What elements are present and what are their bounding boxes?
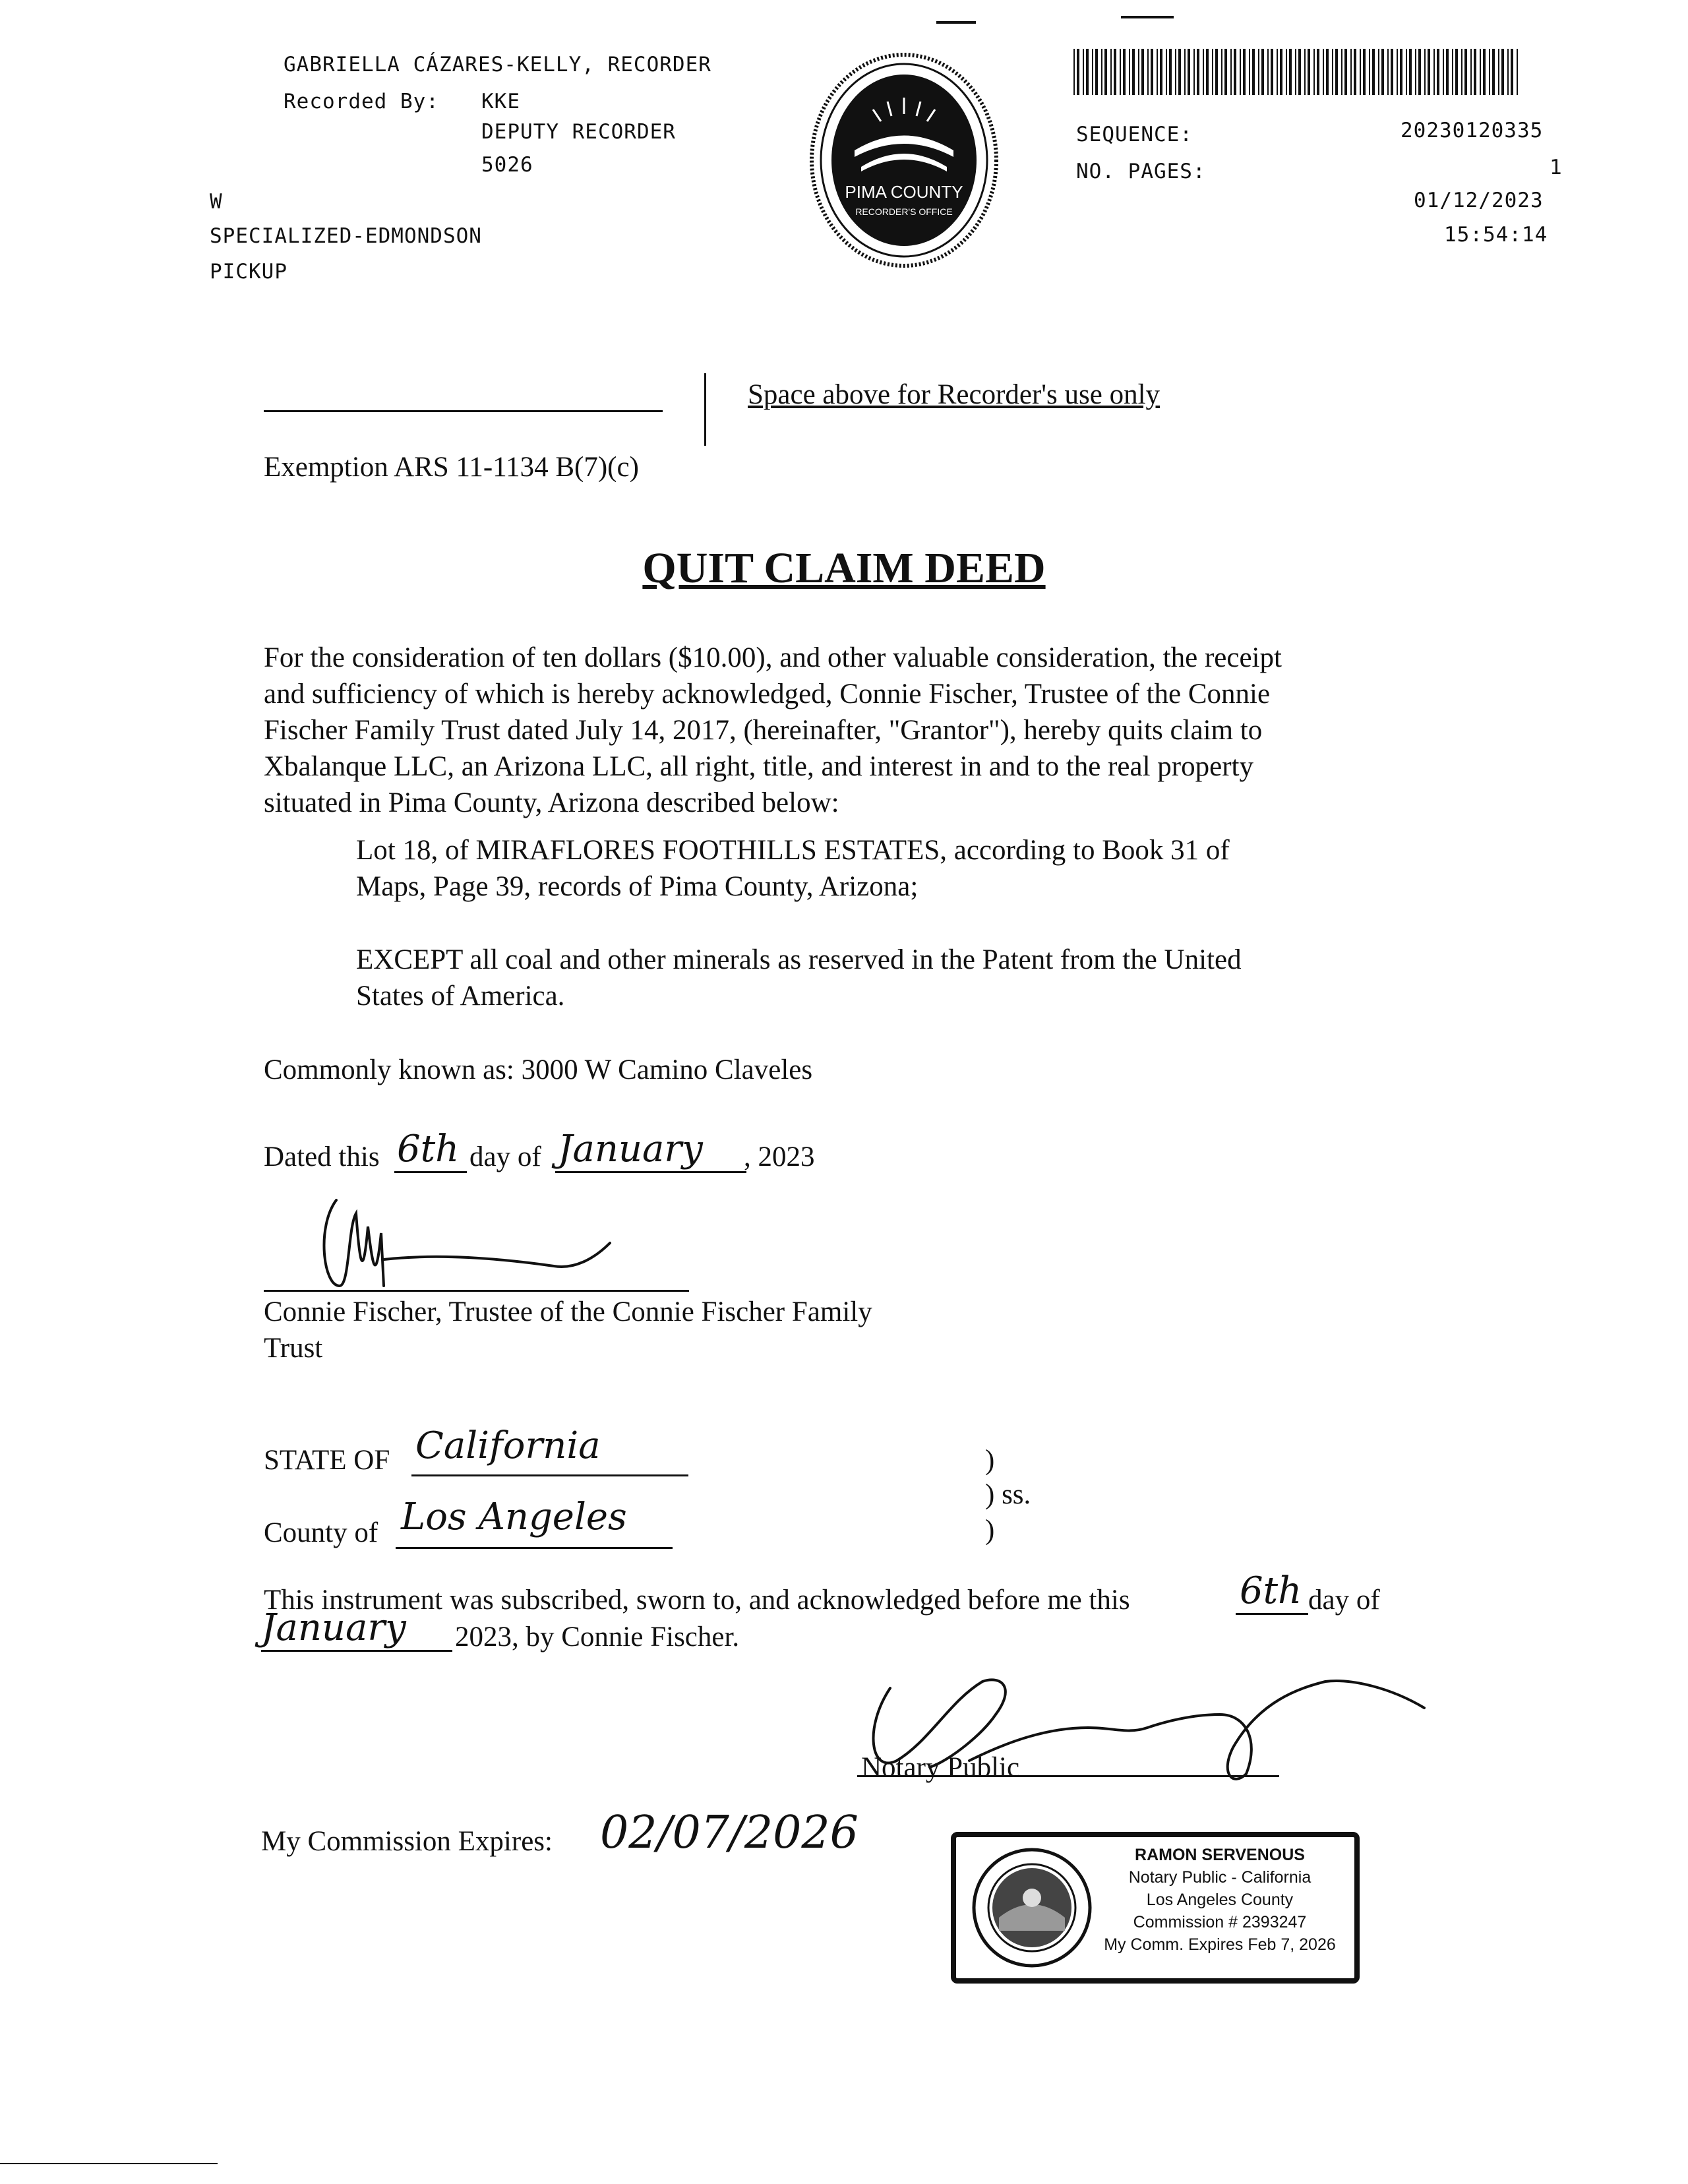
dated-prefix: Dated this <box>264 1141 380 1172</box>
ack-day-suffix: day of <box>1308 1585 1380 1616</box>
barcode-bar <box>1123 49 1126 95</box>
sequence-label: SEQUENCE: <box>1076 123 1193 146</box>
barcode-bar <box>1446 49 1449 95</box>
barcode-bar <box>1317 49 1319 95</box>
barcode-bar <box>1381 49 1384 95</box>
barcode-bar <box>1354 49 1356 95</box>
recorded-by-value: KKE <box>481 90 520 113</box>
grantor-name <box>264 1294 872 1366</box>
exemption: Exemption ARS 11-1134 B(7)(c) <box>264 452 639 483</box>
recorded-by-label: Recorded By: <box>284 90 439 113</box>
barcode-bar <box>1418 49 1421 95</box>
barcode-bar <box>1378 49 1379 95</box>
barcode-bar <box>1406 49 1407 95</box>
barcode-bar <box>1464 49 1467 95</box>
barcode-bar <box>1114 49 1116 95</box>
barcode-bar <box>1489 49 1490 95</box>
barcode-bar <box>1206 49 1209 95</box>
recorder-name: GABRIELLA CÁZARES-KELLY, RECORDER <box>284 53 711 76</box>
barcode-bar <box>1452 49 1453 95</box>
barcode-bar <box>1372 49 1375 95</box>
except-line: EXCEPT all coal and other minerals as reserved in the Patent from the United <box>356 944 1242 975</box>
notary-stamp-line: My Comm. Expires Feb 7, 2026 <box>1104 1935 1336 1954</box>
barcode-bar <box>1184 49 1186 95</box>
barcode-bar <box>1267 49 1269 95</box>
barcode-bar <box>1252 49 1255 95</box>
barcode-bar <box>1160 49 1162 95</box>
barcode-bar <box>1304 49 1306 95</box>
mineral-exception <box>356 942 1242 1014</box>
dated-year: , 2023 <box>744 1141 815 1172</box>
requester: SPECIALIZED-EDMONDSON <box>210 224 482 248</box>
barcode-bar <box>1234 49 1236 95</box>
barcode-bar <box>1249 49 1250 95</box>
barcode-bar <box>1507 49 1509 95</box>
barcode-bar <box>1443 49 1444 95</box>
commonly-known-as: Commonly known as: 3000 W Camino Claveles <box>264 1054 813 1085</box>
notary-stamp-line: Notary Public - California <box>1128 1868 1311 1887</box>
w-mark: W <box>210 190 223 214</box>
barcode-bar <box>1369 49 1370 95</box>
scan-edge-line <box>0 2163 218 2164</box>
county-handwritten: Los Angeles <box>401 1496 627 1538</box>
consideration-line: Fischer Family Trust dated July 14, 2017, (hereinafter, "Grantor"), hereby quits claim to <box>264 715 1263 746</box>
pima-county-seal <box>808 51 1000 269</box>
barcode-bar <box>1501 49 1504 95</box>
blank-line <box>411 1474 688 1476</box>
barcode-bar <box>1428 49 1430 95</box>
barcode-bar <box>1157 49 1158 95</box>
blank-line <box>264 410 663 412</box>
barcode-bar <box>1147 49 1149 95</box>
barcode-bar <box>1073 49 1075 95</box>
barcode-bar <box>1326 49 1329 95</box>
barcode-bar <box>1110 49 1112 95</box>
notary-stamp-line: Los Angeles County <box>1146 1891 1294 1909</box>
barcode-bar <box>1212 49 1213 95</box>
blank-line <box>1236 1613 1308 1615</box>
barcode-bar <box>1240 49 1241 95</box>
barcode-bar <box>1323 49 1324 95</box>
barcode-bar <box>1335 49 1338 95</box>
divider-vertical <box>704 373 706 446</box>
barcode-bar <box>1295 49 1296 95</box>
barcode-bar <box>1289 49 1292 95</box>
barcode-bar <box>1197 49 1199 95</box>
notary-stamp-line: Commission # 2393247 <box>1133 1913 1307 1931</box>
consideration-line: Xbalanque LLC, an Arizona LLC, all right, title, and interest in and to the real property <box>264 751 1253 782</box>
barcode-bar <box>1480 49 1481 95</box>
barcode-bar <box>1193 49 1195 95</box>
pages-count: 1 <box>1550 156 1563 179</box>
barcode-bar <box>1437 49 1439 95</box>
grantor-signature <box>310 1187 620 1299</box>
barcode-bar <box>1169 49 1172 95</box>
state-handwritten: California <box>415 1424 601 1467</box>
barcode-bar <box>1280 49 1282 95</box>
barcode-bar <box>1397 49 1398 95</box>
blank-line <box>555 1171 746 1173</box>
barcode-bar <box>1341 49 1342 95</box>
barcode-bar <box>1313 49 1315 95</box>
blank-line <box>394 1171 467 1173</box>
consideration-line: and sufficiency of which is hereby acknowledged, Connie Fischer, Trustee of the Connie <box>264 679 1271 710</box>
barcode-bar <box>1092 49 1093 95</box>
venue-paren-bottom: ) <box>985 1515 995 1546</box>
barcode-bar <box>1188 49 1190 95</box>
acknowledgment-line1: This instrument was subscribed, sworn to, and acknowledged before me this <box>264 1585 1130 1616</box>
seal-subtext: RECORDER'S OFFICE <box>855 206 953 217</box>
barcode-bar <box>1095 49 1098 95</box>
barcode-bar <box>1409 49 1412 95</box>
barcode-bar <box>1277 49 1278 95</box>
legal-line: Maps, Page 39, records of Pima County, Arizona; <box>356 871 919 902</box>
document-title: QUIT CLAIM DEED <box>642 544 1046 592</box>
venue-ss: ) ss. <box>985 1479 1031 1510</box>
scan-mark <box>1121 16 1174 18</box>
barcode-bar <box>1298 49 1301 95</box>
barcode-bar <box>1138 49 1139 95</box>
barcode-bar <box>1415 49 1416 95</box>
barcode-bar <box>1221 49 1222 95</box>
barcode-bar <box>1332 49 1333 95</box>
barcode-bar <box>1474 49 1476 95</box>
barcode-bar <box>1391 49 1393 95</box>
consideration-line: situated in Pima County, Arizona described below: <box>264 787 839 818</box>
venue-paren-top: ) <box>985 1445 995 1476</box>
except-line: States of America. <box>356 981 565 1012</box>
state-label: STATE OF <box>264 1445 390 1476</box>
legal-description <box>356 832 1230 905</box>
barcode-bar <box>1129 49 1130 95</box>
barcode-bar <box>1151 49 1153 95</box>
barcode-bar <box>1203 49 1204 95</box>
sequence-number: 20230120335 <box>1401 119 1544 142</box>
deputy-title: DEPUTY RECORDER <box>481 120 676 144</box>
blank-line <box>396 1547 673 1549</box>
deputy-number: 5026 <box>481 153 533 177</box>
barcode-bar <box>1243 49 1246 95</box>
barcode-bar <box>1363 49 1366 95</box>
recorded-time: 15:54:14 <box>1444 223 1548 247</box>
grantor-name-line: Trust <box>264 1333 323 1364</box>
barcode-bar <box>1400 49 1402 95</box>
barcode-bar <box>1433 49 1435 95</box>
barcode-bar <box>1086 49 1089 95</box>
notary-stamp-text <box>1095 1844 1345 1956</box>
blank-line <box>261 1650 452 1652</box>
ack-day-handwritten: 6th <box>1240 1569 1302 1612</box>
california-seal <box>969 1845 1095 1970</box>
pages-label: NO. PAGES: <box>1076 160 1206 183</box>
dated-month-handwritten: January <box>558 1128 703 1170</box>
barcode-bar <box>1350 49 1352 95</box>
ack-month-handwritten: January <box>261 1606 406 1649</box>
barcode-bar <box>1083 49 1084 95</box>
acknowledgment-line2: 2023, by Connie Fischer. <box>455 1622 740 1653</box>
barcode-bar <box>1120 49 1121 95</box>
barcode-bar <box>1492 49 1495 95</box>
recorded-date: 01/12/2023 <box>1414 189 1544 212</box>
dated-mid: day of <box>469 1141 541 1172</box>
barcode-bar <box>1424 49 1426 95</box>
barcode-bar <box>1132 49 1135 95</box>
barcode-bar <box>1483 49 1486 95</box>
barcode-bar <box>1308 49 1310 95</box>
notary-stamp <box>951 1832 1360 1984</box>
barcode-bar <box>1344 49 1347 95</box>
barcode-bar <box>1511 49 1513 95</box>
barcode-bar <box>1175 49 1176 95</box>
grantor-name-line: Connie Fischer, Trustee of the Connie Fischer Family <box>264 1296 872 1327</box>
barcode-bar <box>1461 49 1462 95</box>
notary-public-label: Notary Public <box>861 1752 1020 1783</box>
notary-name: RAMON SERVENOUS <box>1135 1846 1305 1864</box>
barcode-bar <box>1470 49 1472 95</box>
barcode-bar <box>1141 49 1144 95</box>
scan-mark <box>936 21 976 24</box>
legal-line: Lot 18, of MIRAFLORES FOOTHILLS ESTATES, according to Book 31 of <box>356 835 1230 866</box>
consideration-paragraph <box>264 640 1282 821</box>
barcode-bar <box>1104 49 1107 95</box>
barcode-bar <box>1077 49 1079 95</box>
barcode-bar <box>1517 49 1518 95</box>
barcode-bar <box>1271 49 1273 95</box>
barcode-bar <box>1101 49 1102 95</box>
barcode-bar <box>1166 49 1167 95</box>
county-label: County of <box>264 1517 378 1548</box>
commission-label: My Commission Expires: <box>261 1826 553 1857</box>
barcode-bar <box>1455 49 1458 95</box>
seal-text: PIMA COUNTY <box>845 182 963 202</box>
barcode-bar <box>1178 49 1181 95</box>
barcode-bar <box>1286 49 1287 95</box>
consideration-line: For the consideration of ten dollars ($10.00), and other valuable consideration, the receipt <box>264 642 1282 673</box>
barcode-bar <box>1360 49 1361 95</box>
signature-line <box>264 1290 689 1292</box>
barcode-bar <box>1387 49 1389 95</box>
barcode-bar <box>1224 49 1227 95</box>
dated-day-handwritten: 6th <box>397 1128 460 1170</box>
barcode-bar <box>1230 49 1232 95</box>
commission-date-handwritten: 02/07/2026 <box>600 1807 859 1859</box>
pickup: PICKUP <box>210 260 287 284</box>
barcode-bar <box>1215 49 1218 95</box>
barcode-bar <box>1261 49 1264 95</box>
barcode-bar <box>1498 49 1499 95</box>
recorder-space-note: Space above for Recorder's use only <box>748 379 1160 410</box>
barcode-bar <box>1258 49 1259 95</box>
barcode <box>1073 49 1521 95</box>
